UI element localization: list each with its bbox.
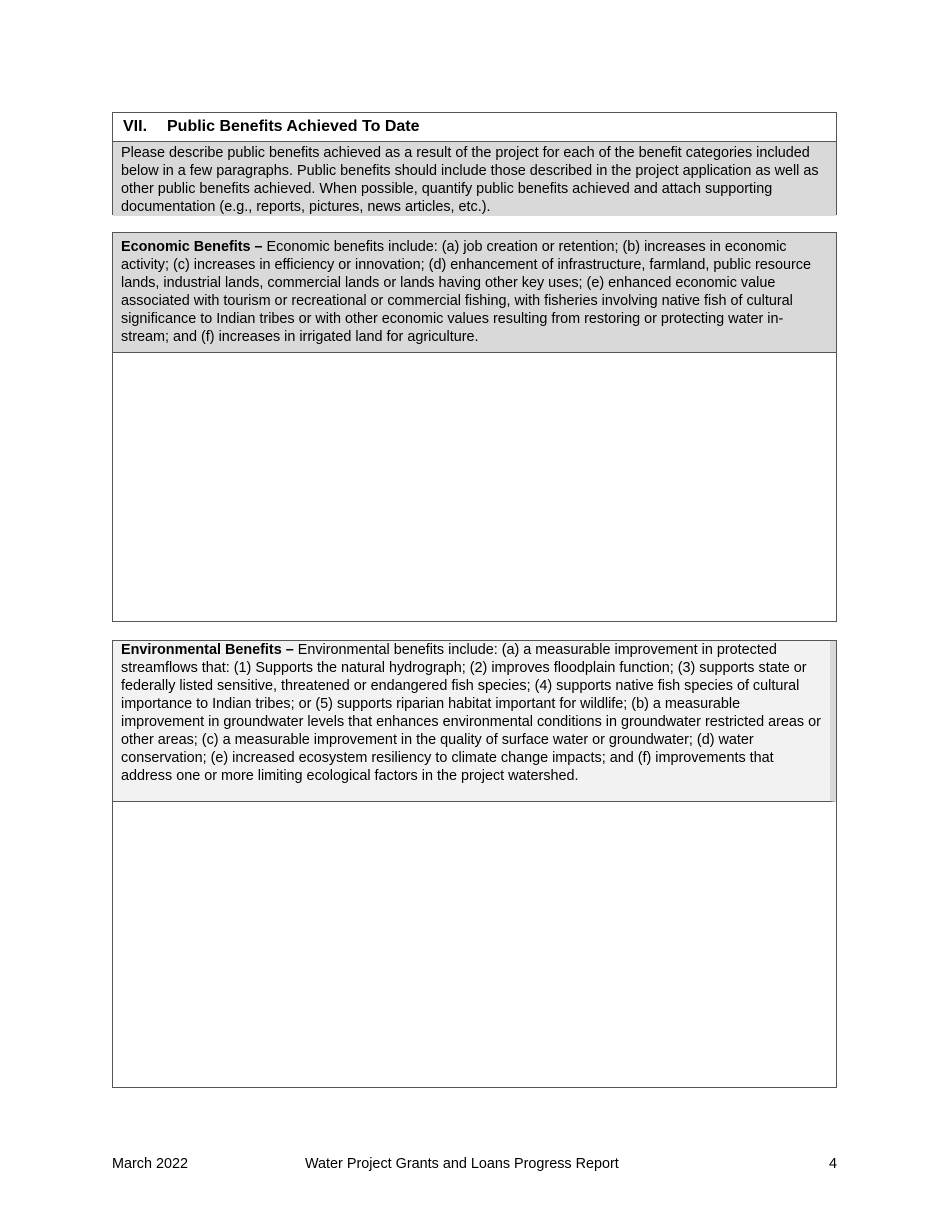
environmental-benefits-label: Environmental Benefits – xyxy=(121,642,294,658)
section-instructions: Please describe public benefits achieved as a result of the project for each of the benefit categories included below in a few paragraphs. Public benefits should include those described in the project application as well as other public benefits achieved. When possible, quantify public benefits achieved and attach supporting documentation (e.g., reports, pictures, news articles, etc.). xyxy=(113,142,836,216)
section-title-row xyxy=(113,113,836,142)
economic-benefits-label: Economic Benefits – xyxy=(121,239,263,255)
economic-benefits-text: Economic benefits include: (a) job creation or retention; (b) increases in economic activity; (c) increases in efficiency or innovation; (d) enhancement of infrastructure, farmland, public resource lands, industrial lands, commercial lands or lands having other key uses; (e) enhanced economic value associated with tourism or recreational or commercial fishing, with fisheries involving native fish of cultural significance to Indian tribes or with other economic values resulting from restoring or protecting water in-stream; and (f) increases in irrigated land for agriculture. xyxy=(121,239,811,345)
footer-title: Water Project Grants and Loans Progress Report xyxy=(305,1156,619,1172)
environmental-benefits-description xyxy=(113,641,836,802)
page-footer xyxy=(112,1156,837,1174)
section-number: VII. xyxy=(123,118,148,135)
economic-benefits-box xyxy=(112,232,837,622)
section-header-box xyxy=(112,112,837,215)
footer-page-number: 4 xyxy=(828,1156,837,1172)
economic-benefits-answer[interactable] xyxy=(113,353,836,621)
footer-date: March 2022 xyxy=(112,1156,188,1172)
economic-benefits-description xyxy=(113,233,836,353)
environmental-benefits-box xyxy=(112,640,837,1088)
environmental-benefits-text: Environmental benefits include: (a) a measurable improvement in protected streamflows that: (1) Supports the natural hydrograph; (2) improves floodplain function; (3) supports state or federally listed sensitive, threatened or endangered fish species; (4) supports native fish species of cultural importance to Indian tribes; or (5) supports riparian habitat important for wildlife; (b) a measurable improvement in groundwater levels that enhances environmental conditions in groundwater restricted areas or other areas; (c) a measurable improvement in the quality of surface water or groundwater; (d) water conservation; (e) increased ecosystem resiliency to climate change impacts; and (f) improvements that address one or more limiting ecological factors in the project watershed. xyxy=(121,642,821,784)
environmental-benefits-answer[interactable] xyxy=(113,802,836,1087)
section-title: Public Benefits Achieved To Date xyxy=(167,118,420,135)
